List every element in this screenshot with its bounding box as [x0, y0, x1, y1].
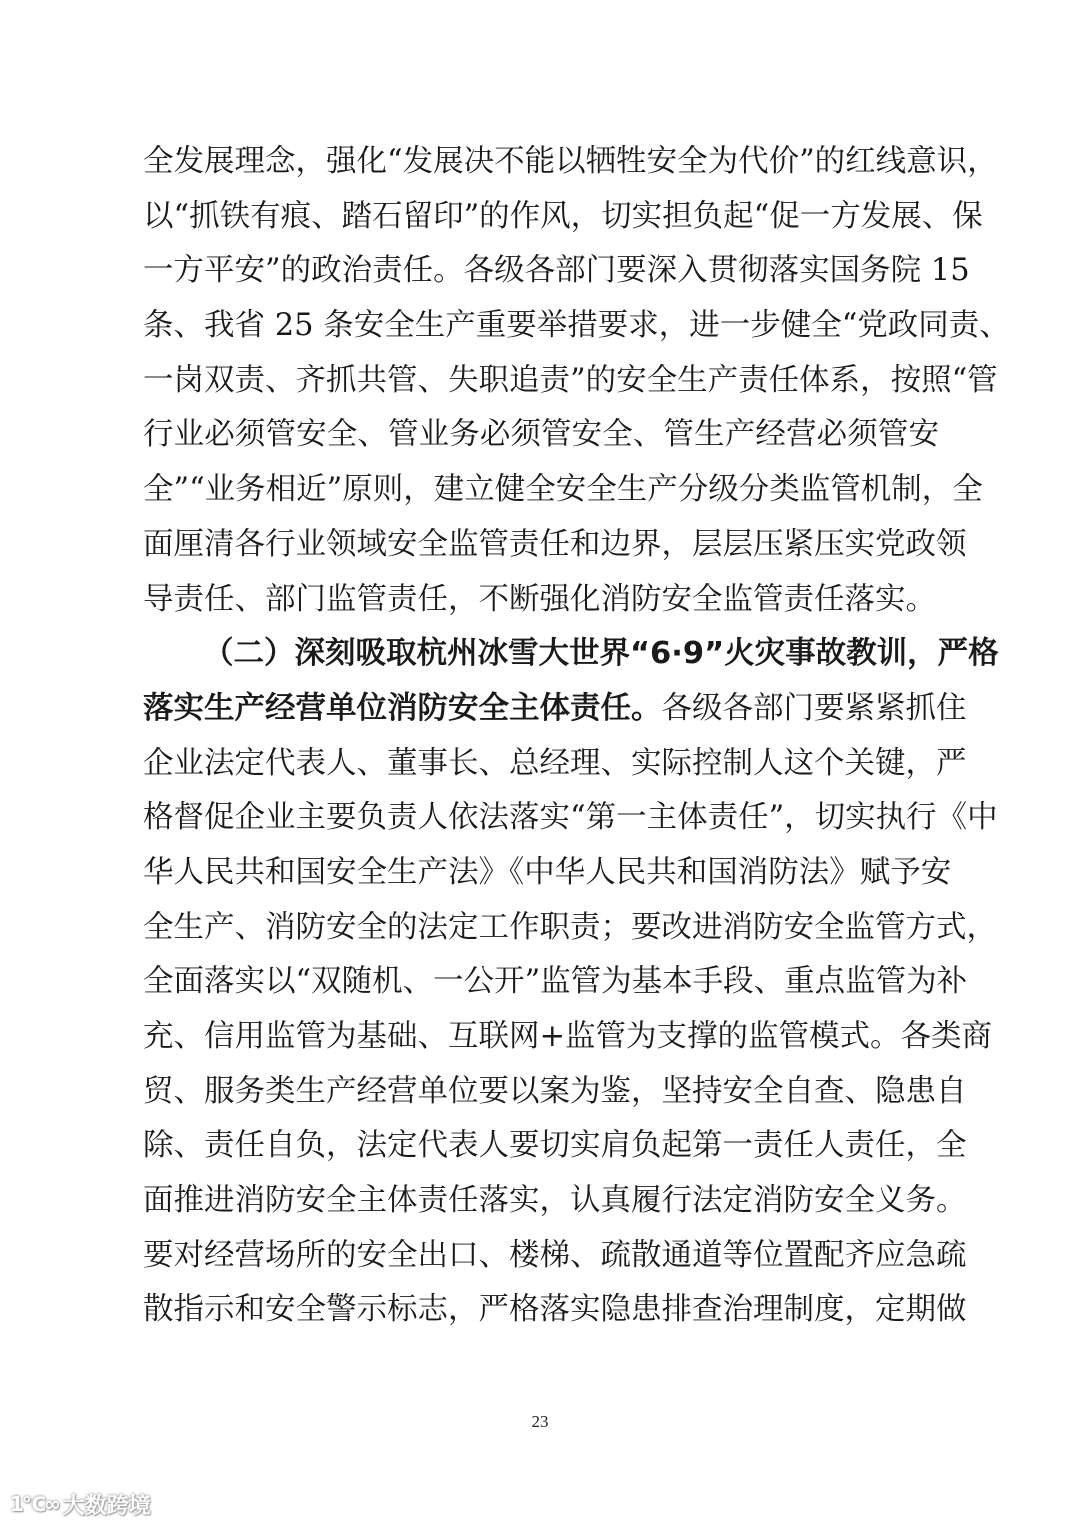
text-line: 一方平安”的政治责任。各级各部门要深入贯彻落实国务院 15 — [143, 253, 970, 289]
text-line: 全生产、消防安全的法定工作职责；要改进消防安全监管方式， — [143, 909, 997, 945]
text-line: 面推进消防安全主体责任落实，认真履行法定消防安全义务。 — [143, 1183, 967, 1219]
text-line: 全发展理念，强化“发展决不能以牺牲安全为代价”的红线意识， — [143, 144, 998, 179]
watermark-logo-icon: 1℃∞ — [10, 1492, 59, 1516]
text-line: 条、我省 25 条安全生产重要举措要求，进一步健全“党政同责、 — [143, 308, 1010, 344]
text-line: 一岗双责、齐抓共管、失职追责”的安全生产责任体系，按照“管 — [143, 362, 998, 398]
section-body-text: 各级各部门要紧紧抓住 — [661, 690, 967, 726]
text-line: 导责任、部门监管责任，不断强化消防安全监管责任落实。 — [143, 581, 936, 617]
body-text — [143, 140, 1010, 1343]
watermark-text: 大数跨境 — [62, 1493, 151, 1519]
text-line: 全”“业务相近”原则，建立健全安全生产分级分类监管机制，全 — [143, 472, 983, 508]
page-number: 23 — [531, 1412, 549, 1431]
text-line: 格督促企业主要负责人依法落实“第一主体责任”，切实执行《中 — [143, 800, 998, 836]
section-heading-continuation — [143, 687, 967, 742]
text-line: 充、信用监管为基础、互联网+监管为支撑的监管模式。各类商 — [143, 1019, 993, 1054]
text-line: 要对经营场所的安全出口、楼梯、疏散通道等位置配齐应急疏 — [143, 1237, 967, 1273]
watermark — [10, 1490, 151, 1518]
text-line: 企业法定代表人、董事长、总经理、实际控制人这个关键，严 — [143, 745, 967, 781]
section-heading-bold-text: 落实生产经营单位消防安全主体责任。 — [143, 690, 662, 726]
text-line: 贸、服务类生产经营单位要以案为鉴，坚持安全自查、隐患自 — [143, 1073, 967, 1109]
text-line: 华人民共和国安全生产法》《中华人民共和国消防法》赋予安 — [143, 854, 952, 890]
text-line: 除、责任自负，法定代表人要切实肩负起第一责任人责任，全 — [143, 1128, 967, 1164]
text-line: 散指示和安全警示标志，严格落实隐患排查治理制度，定期做 — [143, 1292, 967, 1328]
text-line: 全面落实以“双随机、一公开”监管为基本手段、重点监管为补 — [143, 964, 968, 1000]
text-line: 行业必须管安全、管业务必须管安全、管生产经营必须管安 — [143, 417, 939, 453]
section-heading: （二）深刻吸取杭州冰雪大世界“6·9”火灾事故教训，严格 — [203, 636, 999, 672]
text-line: 以“抓铁有痕、踏石留印”的作风，切实担负起“促一方发展、保 — [143, 198, 983, 234]
text-line: 面厘清各行业领域安全监管责任和边界，层层压紧压实党政领 — [143, 526, 967, 562]
